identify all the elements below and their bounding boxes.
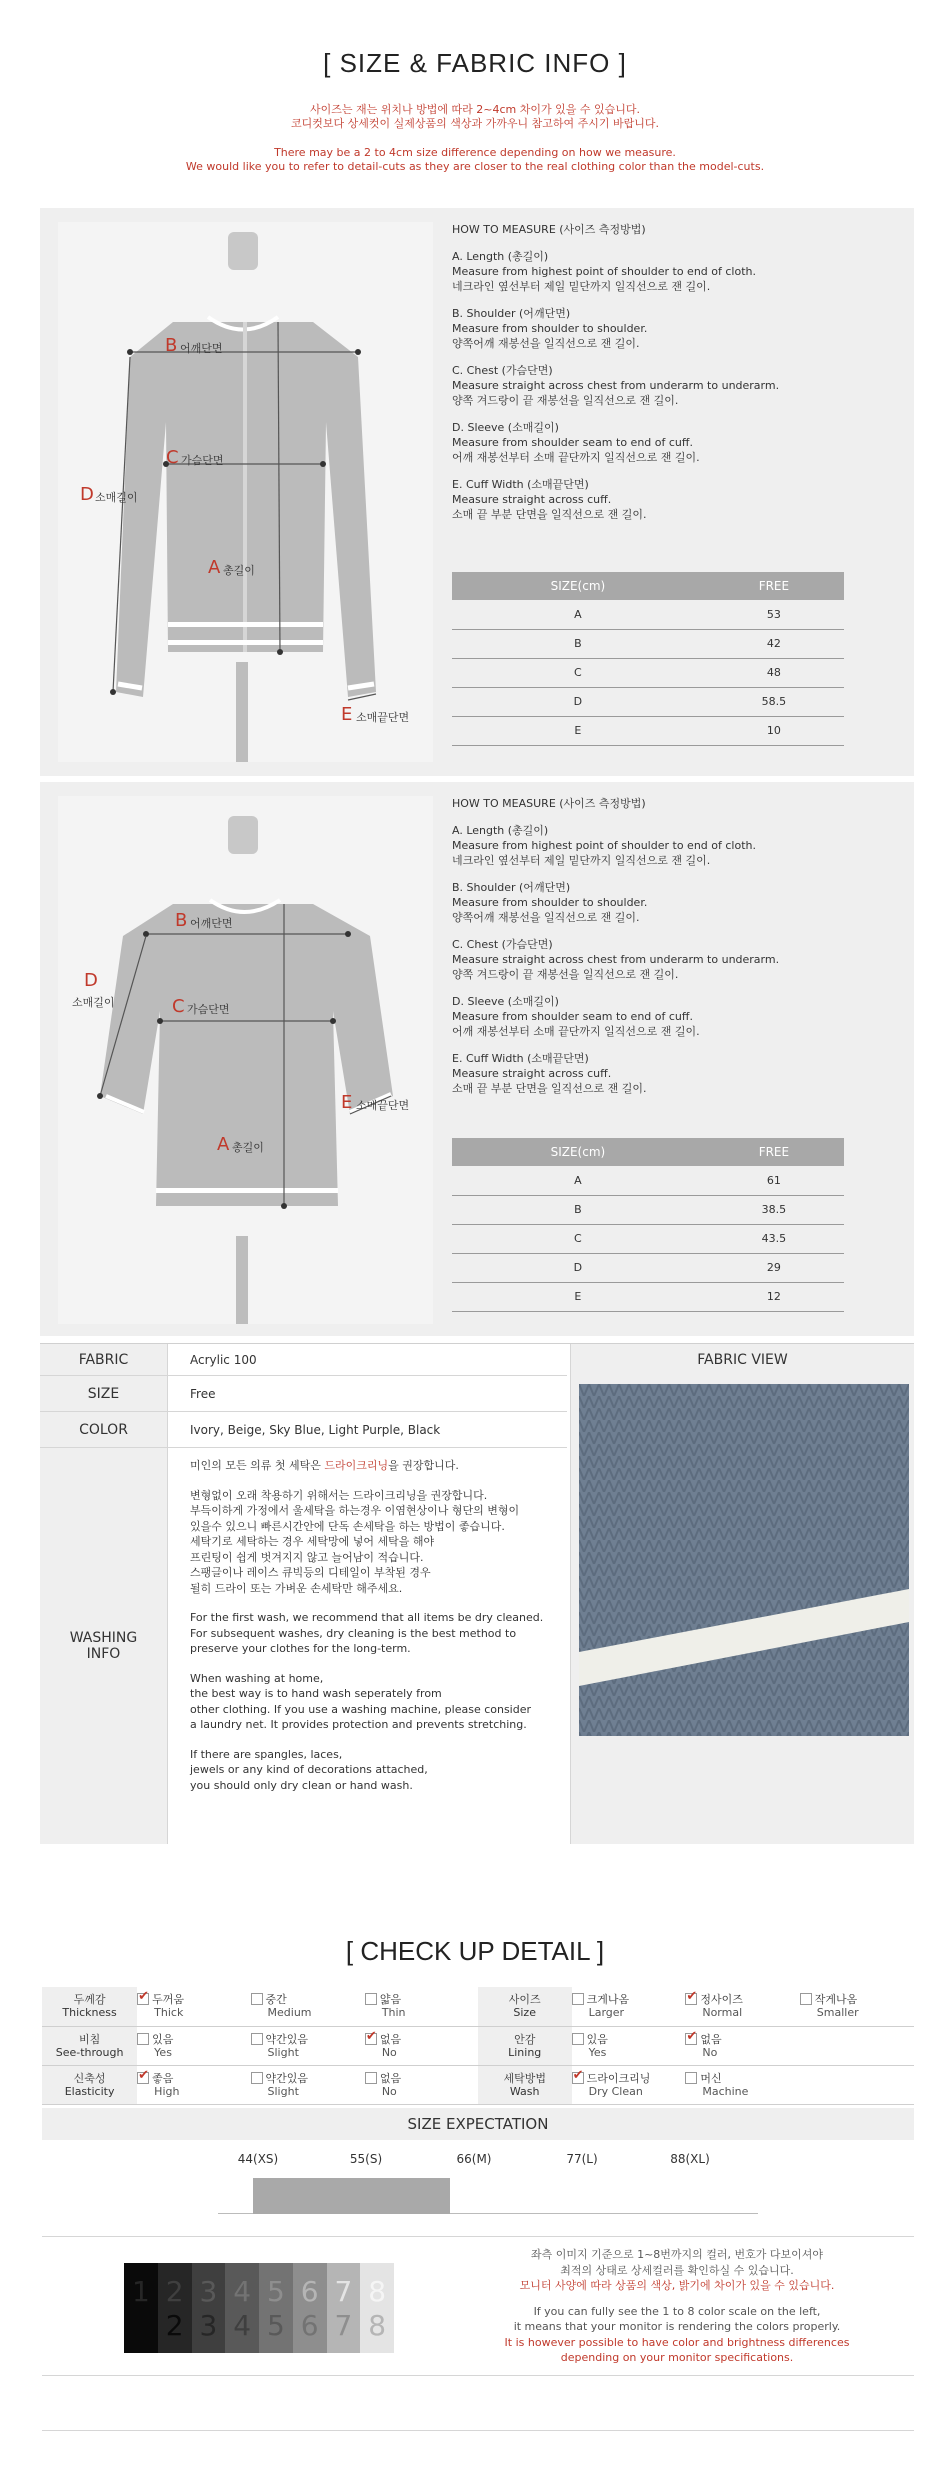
spec-panel-cardigan <box>40 208 914 776</box>
table-row: D 58.5 <box>452 687 844 716</box>
scale-swatch: 8 8 <box>360 2263 394 2353</box>
see-through-no[interactable]: ✔없음 No <box>365 2026 478 2065</box>
monitor-note: 좌측 이미지 기준으로 1~8번까지의 컬러, 번호가 다보이셔야 최적의 상태로 상세컬러를 확인하실 수 있습니다. 모니터 사양에 따라 상품의 색상, 밝기에 차이가 있을 수 있습니다. If you can fully see the 1 to 8 color scale on the left, it means that your monitor is rendering the colors properly. It is however possible to have color and brightness differences depending on your monitor specifications. <box>504 2248 850 2364</box>
checkup-title: [ CHECK UP DETAIL ] <box>345 1936 605 1966</box>
thickness-thick[interactable]: ✔두꺼움 Thick <box>137 1987 250 2026</box>
size-larger[interactable]: 크게나옴 Larger <box>572 1987 686 2026</box>
checkup-row <box>42 1987 914 2026</box>
wash-category: 세탁방법 Wash <box>478 2065 572 2104</box>
footer-divider <box>42 2430 914 2431</box>
free-col-header: FREE <box>704 572 844 600</box>
size-l-label: 77(L) <box>566 2152 598 2166</box>
lining-yes[interactable]: 있음 Yes <box>572 2026 686 2065</box>
measure-item-sleeve: D. Sleeve (소매길이) Measure from shoulder seam to end of cuff. 어깨 재봉선부터 소매 끝단까지 일직선으로 잰 길이. <box>452 421 700 464</box>
label-D-letter: D <box>80 484 94 505</box>
measure-heading: HOW TO MEASURE (사이즈 측정방법) <box>452 797 646 810</box>
elasticity-slight[interactable]: 약간있음 Slight <box>251 2065 365 2104</box>
label-C-text: 가슴단면 <box>181 454 224 467</box>
size-col-header: SIZE(cm) <box>452 572 704 600</box>
measure-guide-2 <box>452 796 892 1108</box>
checkup-row <box>42 2026 914 2065</box>
color-scale <box>124 2263 394 2353</box>
label-B-letter: B <box>165 335 178 356</box>
free-col-header: FREE <box>704 1138 844 1166</box>
label-E-text: 소매끝단면 <box>356 711 410 724</box>
size-category: 사이즈 Size <box>478 1987 572 2026</box>
monitor-calibration <box>42 2236 914 2376</box>
measure-item-length: A. Length (총길이) Measure from highest point of shoulder to end of cloth. 네크라인 옆선부터 제일 밑단까지 일직선으로 잰 길이. <box>452 824 756 867</box>
size-label: SIZE <box>40 1376 167 1412</box>
fabric-swatch <box>579 1384 909 1736</box>
measure-item-shoulder: B. Shoulder (어깨단면) Measure from shoulder to shoulder. 양쪽어깨 재봉선을 일직선으로 잰 길이. <box>452 307 648 350</box>
table-row: B 42 <box>452 629 844 658</box>
measure-item-cuff: E. Cuff Width (소매끝단면) Measure straight across cuff. 소매 끝 부분 단면을 일직선으로 잰 길이. <box>452 1052 647 1095</box>
thickness-thin[interactable]: 얇음 Thin <box>365 1987 478 2026</box>
washing-info-text: 미인의 모든 의류 첫 세탁은 드라이크리닝을 권장합니다. 변형없이 오래 착용하기 위해서는 드라이크리닝을 권장합니다. 부득이하게 가정에서 울세탁을 하는경우 이염현상이나 형단의 변형이 있을수 있으니 빠른시간안에 단독 손세탁을 하는 방법이 좋습니다. 세탁기로 세탁하는 경우 세탁망에 넣어 세탁을 해야 프린팅이 쉽게 벗겨지지 않고 늘어남이 적습니다. 스팽글이나 레이스 큐빅등의 디테일이 부착된 경우 될히 드라이 또는 가벼운 손세탁만 해주세요. For the first wash, we recommend that all items be dry cleaned. For subsequent washes, dry cleaning is the best method to preserve your clothes for the long-term. When washing at home, the best way is to hand wash seperately from other clothing. If you use a washing machine, please consider a laundry net. It provides protection and prevents stretching. If there are spangles, laces, jewels or any kind of decorations attached, you should only dry clean or hand wash. <box>167 1448 567 1844</box>
measure-heading: HOW TO MEASURE (사이즈 측정방법) <box>452 223 646 236</box>
size-xs-label: 44(XS) <box>237 2152 279 2166</box>
measure-item-chest: C. Chest (가슴단면) Measure straight across chest from underarm to underarm. 양쪽 겨드랑이 끝 재봉선을 일직선으로 잰 길이. <box>452 938 780 981</box>
scale-swatch: 4 4 <box>225 2263 259 2353</box>
see-through-slight[interactable]: 약간있음 Slight <box>251 2026 365 2065</box>
color-value: Ivory, Beige, Sky Blue, Light Purple, Black <box>167 1412 567 1448</box>
fabric-value: Acrylic 100 <box>167 1344 567 1376</box>
size-note-kr-2: 코디컷보다 상세컷이 실제상품의 색상과 가까우니 참고하여 주시기 바랍니다. <box>290 117 659 130</box>
size-note-en-1: There may be a 2 to 4cm size difference depending on how we measure. <box>274 146 676 159</box>
fabric-view-label: FABRIC VIEW <box>570 1344 914 1376</box>
measure-item-sleeve: D. Sleeve (소매길이) Measure from shoulder seam to end of cuff. 어깨 재봉선부터 소매 끝단까지 일직선으로 잰 길이. <box>452 995 700 1038</box>
size-expectation-fill <box>253 2178 450 2214</box>
label-C-text: 가슴단면 <box>187 1003 230 1016</box>
washing-first-line: 미인의 모든 의류 첫 세탁은 드라이크리닝을 권장합니다. <box>190 1459 459 1472</box>
size-m-label: 66(M) <box>456 2152 492 2166</box>
measure-item-chest: C. Chest (가슴단면) Measure straight across chest from underarm to underarm. 양쪽 겨드랑이 끝 재봉선을 일직선으로 잰 길이. <box>452 364 780 407</box>
label-B-text: 어깨단면 <box>180 342 223 355</box>
scale-swatch: 6 6 <box>293 2263 327 2353</box>
thickness-category: 두께감 Thickness <box>42 1987 137 2026</box>
label-B-letter: B <box>175 910 188 931</box>
table-row: D 29 <box>452 1253 844 1282</box>
label-E-text: 소매끝단면 <box>356 1099 410 1112</box>
label-A-text: 총길이 <box>232 1141 264 1154</box>
size-normal[interactable]: ✔정사이즈 Normal <box>685 1987 799 2026</box>
washing-info-label: WASHING INFO <box>40 1448 167 1844</box>
thickness-medium[interactable]: 중간 Medium <box>251 1987 365 2026</box>
scale-swatch: 7 7 <box>327 2263 361 2353</box>
see-through-yes[interactable]: 있음 Yes <box>137 2026 250 2065</box>
label-A-letter: A <box>217 1134 230 1155</box>
label-D-text: 소매길이 <box>72 996 115 1009</box>
table-row: E 12 <box>452 1282 844 1311</box>
measure-item-length: A. Length (총길이) Measure from highest point of shoulder to end of cloth. 네크라인 옆선부터 제일 밑단까지 일직선으로 잰 길이. <box>452 250 756 293</box>
measure-guide-1 <box>452 222 892 534</box>
spec-panel-tee <box>40 782 914 1336</box>
label-D-letter: D <box>84 970 98 991</box>
scale-swatch: 2 2 <box>158 2263 192 2353</box>
size-table-cardigan <box>452 572 844 746</box>
scale-swatch: 3 3 <box>192 2263 226 2353</box>
checkup-row <box>42 2065 914 2104</box>
page-title: [ SIZE & FABRIC INFO ] <box>323 48 627 78</box>
size-note-kr-1: 사이즈는 재는 위치나 방법에 따라 2~4cm 차이가 있을 수 있습니다. <box>310 103 640 116</box>
elasticity-high[interactable]: ✔좋음 High <box>137 2065 250 2104</box>
label-C-letter: C <box>172 996 185 1017</box>
size-xl-label: 88(XL) <box>670 2152 710 2166</box>
cardigan-photo <box>58 222 433 762</box>
size-note-en-2: We would like you to refer to detail-cuts as they are closer to the real clothing color than the model-cuts. <box>185 160 765 173</box>
lining-no[interactable]: ✔없음 No <box>685 2026 799 2065</box>
fabric-view-panel <box>570 1376 914 1844</box>
table-row: A 61 <box>452 1166 844 1195</box>
tee-photo <box>58 796 433 1324</box>
size-expectation-title: SIZE EXPECTATION <box>42 2108 914 2140</box>
label-C-letter: C <box>166 447 179 468</box>
elasticity-no[interactable]: 없음 No <box>365 2065 478 2104</box>
lining-category: 안감 Lining <box>478 2026 572 2065</box>
table-row: B 38.5 <box>452 1195 844 1224</box>
wash-machine[interactable]: 머신 Machine <box>685 2065 799 2104</box>
measure-item-shoulder: B. Shoulder (어깨단면) Measure from shoulder to shoulder. 양쪽어깨 재봉선을 일직선으로 잰 길이. <box>452 881 648 924</box>
scale-swatch: 5 5 <box>259 2263 293 2353</box>
label-A-text: 총길이 <box>223 564 255 577</box>
fabric-section <box>40 1343 914 1843</box>
see-through-category: 비침 See-through <box>42 2026 137 2065</box>
label-E-letter: E <box>341 1092 353 1113</box>
table-row: E 10 <box>452 716 844 745</box>
fabric-label: FABRIC <box>40 1344 167 1376</box>
label-E-letter: E <box>341 704 353 725</box>
label-A-letter: A <box>208 557 221 578</box>
elasticity-category: 신축성 Elasticity <box>42 2065 137 2104</box>
size-table-tee <box>452 1138 844 1312</box>
label-B-text: 어깨단면 <box>190 917 233 930</box>
label-D-text: 소매길이 <box>95 491 138 504</box>
checkup-table <box>42 1987 914 2105</box>
size-col-header: SIZE(cm) <box>452 1138 704 1166</box>
scale-swatch: 1 <box>124 2263 158 2353</box>
size-value: Free <box>167 1376 567 1412</box>
table-row: C 43.5 <box>452 1224 844 1253</box>
measure-item-cuff: E. Cuff Width (소매끝단면) Measure straight across cuff. 소매 끝 부분 단면을 일직선으로 잰 길이. <box>452 478 647 521</box>
color-label: COLOR <box>40 1412 167 1448</box>
wash-dry-clean[interactable]: ✔드라이크리닝 Dry Clean <box>572 2065 686 2104</box>
size-s-label: 55(S) <box>349 2152 383 2166</box>
size-smaller[interactable]: 작게나옴 Smaller <box>800 1987 914 2026</box>
table-row: A 53 <box>452 600 844 629</box>
table-row: C 48 <box>452 658 844 687</box>
